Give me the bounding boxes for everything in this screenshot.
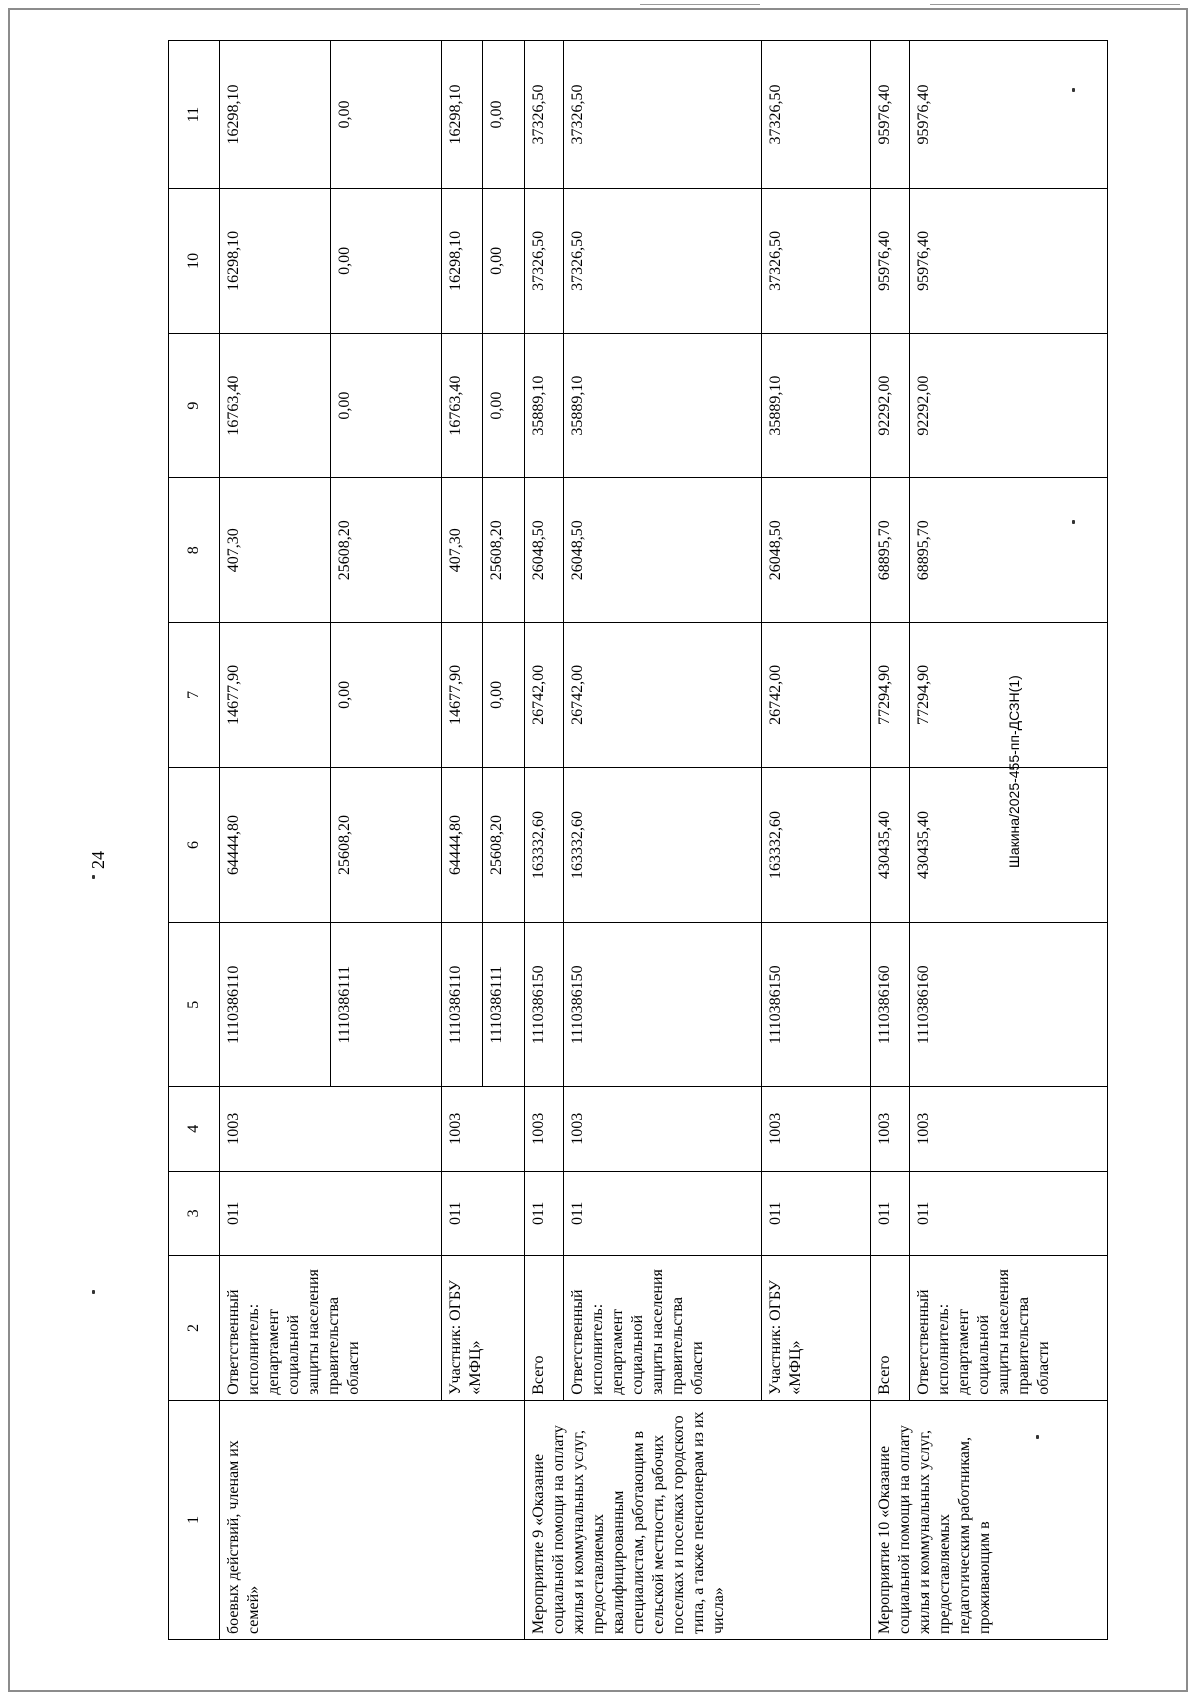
gr-code-cell: 011 [442,1171,525,1256]
target-code-cell: 1110386110 [220,923,331,1087]
amount-cell: 0,00 [483,623,524,768]
executor-cell: Всего [524,1256,563,1401]
amount-cell: 26742,00 [761,623,870,768]
table-row [220,41,331,1640]
amount-cell: 26048,50 [761,478,870,623]
amount-cell: 25608,20 [331,478,442,623]
amount-cell: 407,30 [442,478,483,623]
column-number: 1 [169,1400,220,1639]
budget-table-container [168,40,1108,1640]
amount-cell: 16298,10 [442,41,483,189]
table-row [563,41,761,1640]
gr-code-cell: 011 [870,1171,909,1256]
amount-cell: 92292,00 [909,333,1107,478]
amount-cell: 0,00 [331,623,442,768]
amount-cell: 26742,00 [563,623,761,768]
amount-cell: 0,00 [331,333,442,478]
amount-cell: 37326,50 [761,189,870,334]
column-number: 2 [169,1256,220,1401]
target-code-cell: 1110386110 [442,923,483,1087]
amount-cell: 37326,50 [524,189,563,334]
activity-name-cell: Мероприятие 10 «Оказание социальной помощи на оплату жилья и коммунальных услуг, предоставляемых педагогическим работникам, проживающим в [870,1400,1107,1639]
scan-artifact-line [930,4,1180,5]
column-number: 7 [169,623,220,768]
amount-cell: 95976,40 [870,41,909,189]
total-amount-cell: 64444,80 [442,767,483,923]
executor-cell: Ответственный исполнитель: департамент социальной защиты населения правительства области [909,1256,1107,1401]
total-amount-cell: 163332,60 [761,767,870,923]
table-header-row [169,41,220,1640]
amount-cell: 35889,10 [761,333,870,478]
amount-cell: 26048,50 [563,478,761,623]
table-row [761,41,870,1640]
executor-cell: Ответственный исполнитель: департамент социальной защиты населения правительства области [220,1256,442,1401]
total-amount-cell: 25608,20 [331,767,442,923]
page-number: 24 [88,851,108,869]
section-code-cell: 1003 [563,1087,761,1172]
table-row [909,41,1107,1640]
activity-name-cell: Мероприятие 9 «Оказание социальной помощи на оплату жилья и коммунальных услуг, предоставляемых квалифицированным специалистам, работающим в сельской местности, рабочих поселках и поселках городского типа, а также пенсионерам из их числа» [524,1400,870,1639]
scan-artifact-line [640,4,760,5]
target-code-cell: 1110386111 [331,923,442,1087]
amount-cell: 25608,20 [483,478,524,623]
amount-cell: 37326,50 [563,189,761,334]
amount-cell: 407,30 [220,478,331,623]
amount-cell: 95976,40 [870,189,909,334]
total-amount-cell: 430435,40 [870,767,909,923]
column-number: 11 [169,41,220,189]
amount-cell: 0,00 [331,41,442,189]
target-code-cell: 1110386111 [483,923,524,1087]
executor-cell: Участник: ОГБУ «МФЦ» [761,1256,870,1401]
gr-code-cell: 011 [524,1171,563,1256]
amount-cell: 0,00 [483,333,524,478]
amount-cell: 37326,50 [761,41,870,189]
amount-cell: 68895,70 [909,478,1107,623]
activity-name-cell: боевых действий, членам их семей» [220,1400,525,1639]
amount-cell: 0,00 [331,189,442,334]
budget-table [168,40,1108,1640]
amount-cell: 35889,10 [563,333,761,478]
executor-cell: Ответственный исполнитель: департамент социальной защиты населения правительства области [563,1256,761,1401]
section-code-cell: 1003 [761,1087,870,1172]
amount-cell: 68895,70 [870,478,909,623]
amount-cell: 0,00 [483,189,524,334]
section-code-cell: 1003 [870,1087,909,1172]
total-amount-cell: 163332,60 [524,767,563,923]
column-number: 9 [169,333,220,478]
column-number: 10 [169,189,220,334]
target-code-cell: 1110386160 [909,923,1107,1087]
gr-code-cell: 011 [563,1171,761,1256]
amount-cell: 95976,40 [909,189,1107,334]
table-row [870,41,909,1640]
amount-cell: 37326,50 [524,41,563,189]
amount-cell: 95976,40 [909,41,1107,189]
amount-cell: 77294,90 [870,623,909,768]
column-number: 5 [169,923,220,1087]
column-number: 4 [169,1087,220,1172]
amount-cell: 26048,50 [524,478,563,623]
amount-cell: 14677,90 [220,623,331,768]
section-code-cell: 1003 [524,1087,563,1172]
document-code: Шакина/2025-455-пп-ДСЗН(1) [1006,675,1022,868]
amount-cell: 37326,50 [563,41,761,189]
gr-code-cell: 011 [220,1171,442,1256]
section-code-cell: 1003 [220,1087,442,1172]
amount-cell: 16298,10 [442,189,483,334]
total-amount-cell: 163332,60 [563,767,761,923]
executor-cell: Участник: ОГБУ «МФЦ» [442,1256,525,1401]
target-code-cell: 1110386160 [870,923,909,1087]
table-row [442,41,483,1640]
column-number: 3 [169,1171,220,1256]
total-amount-cell: 25608,20 [483,767,524,923]
amount-cell: 16298,10 [220,41,331,189]
column-number: 6 [169,767,220,923]
target-code-cell: 1110386150 [761,923,870,1087]
amount-cell: 16763,40 [220,333,331,478]
target-code-cell: 1110386150 [563,923,761,1087]
total-amount-cell: 430435,40 [909,767,1107,923]
table-row [524,41,563,1640]
amount-cell: 26742,00 [524,623,563,768]
amount-cell: 14677,90 [442,623,483,768]
total-amount-cell: 64444,80 [220,767,331,923]
gr-code-cell: 011 [761,1171,870,1256]
amount-cell: 92292,00 [870,333,909,478]
amount-cell: 16763,40 [442,333,483,478]
scan-artifact-dot [92,1290,95,1294]
column-number: 8 [169,478,220,623]
gr-code-cell: 011 [909,1171,1107,1256]
target-code-cell: 1110386150 [524,923,563,1087]
section-code-cell: 1003 [909,1087,1107,1172]
amount-cell: 0,00 [483,41,524,189]
executor-cell: Всего [870,1256,909,1401]
section-code-cell: 1003 [442,1087,525,1172]
amount-cell: 77294,90 [909,623,1107,768]
amount-cell: 35889,10 [524,333,563,478]
amount-cell: 16298,10 [220,189,331,334]
